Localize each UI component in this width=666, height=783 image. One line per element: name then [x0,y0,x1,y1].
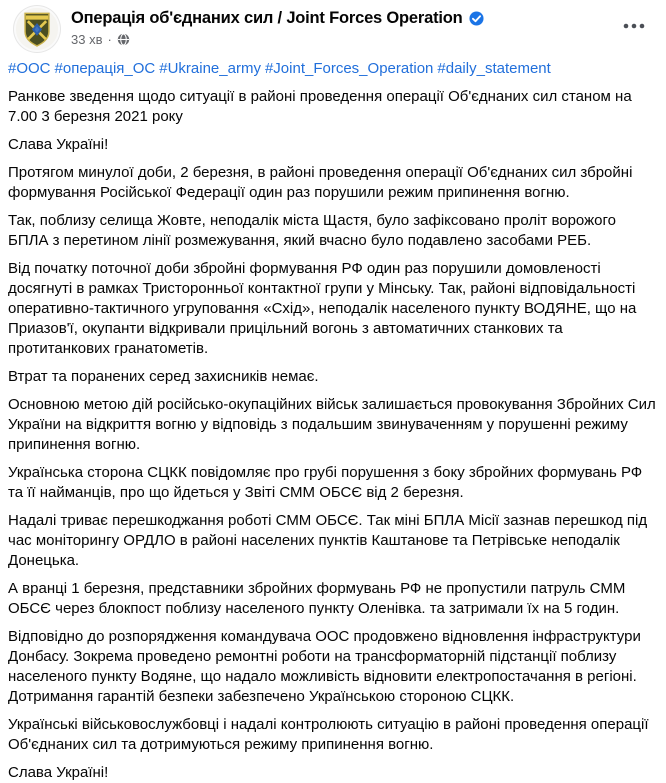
post-paragraph: Відповідно до розпорядження командувача ООС продовжено відновлення інфраструктури Донбасу. Зокрема проведено ремонтні роботи на трансформаторній підстанції поблизу населеного пункту Водяне, що надало можливість відновити електропостачання в регіоні. Дотримання гарантій безпеки забезпечено Українською стороною СЦКК. [8,628,641,705]
page-name-row [71,9,616,28]
post-paragraph: Слава Україні! [8,136,109,153]
post-meta-row [71,32,616,47]
post-paragraph: Втрат та поранених серед захисників немає. [8,368,319,385]
joint-forces-emblem-icon [15,7,59,51]
header-text [71,5,616,47]
post-paragraph: А вранці 1 березня, представники збройних формувань РФ не пропустили патруль СММ ОБСЄ через блокпост поблизу населеного пункту Оленівка. та затримали їх на 5 годин. [8,580,626,617]
post-content [0,55,666,783]
hashtag-link[interactable]: #ООС [8,60,51,77]
post-timestamp[interactable]: 33 хв [71,32,103,47]
avatar[interactable] [13,5,61,53]
hashtag-link[interactable]: #операція_ОС [54,60,156,77]
post-paragraph: Слава Україні! [8,764,109,781]
post-paragraph: Основною метою дій російсько-окупаційних військ залишається провокування Збройних Сил України на відкриття вогню у відповідь з подальшим звинуваченням у порушенні режиму припинення вогню. [8,396,656,453]
separator-dot: · [107,32,112,47]
hashtag-link[interactable]: #Joint_Forces_Operation [264,60,434,77]
hashtag-link[interactable]: #daily_statement [437,60,551,77]
post-paragraph: Надалі триває перешкоджання роботі СММ ОБСЄ. Так міні БПЛА Місії зазнав перешкод під час моніторингу ОРДЛО в районі населених пунктів Каштанове та Петрівське неподалік Донецька. [8,512,648,569]
globe-icon [117,33,130,46]
post-paragraph: Українська сторона СЦКК повідомляє про грубі порушення з боку збройних формувань РФ та її найманців, про що йдеться у Звіті СММ ОБСЄ від 2 березня. [8,464,643,501]
post-paragraph: Від початку поточної доби збройні формування РФ один раз порушили домовленості досягнуті в рамках Тристоронньої контактної групи у Мінську. Так, районі відповідальності оперативно-тактичного угруповання «Схід», неподалік населеного пункту ВОДЯНЕ, що на Приазов'ї, окупанти відкривали прицільний вогонь з автоматичних станкових та протитанкових гранатометів. [8,260,637,357]
post-paragraph: Так, поблизу селища Жовте, неподалік міста Щастя, було зафіксовано проліт ворожого БПЛА з перетином лінії розмежування, який вчасно було подавлено засобами РЕБ. [8,212,616,249]
post-options-button[interactable] [616,7,652,45]
post-paragraph: Протягом минулої доби, 2 березня, в районі проведення операції Об'єднаних сил збройні формування Російської Федерації один раз порушили режим припинення вогню. [8,164,633,201]
hashtag-link[interactable]: #Ukraine_army [159,60,261,77]
post-paragraph: Ранкове зведення щодо ситуації в районі проведення операції Об'єднаних сил станом на 7.00 3 березня 2021 року [8,88,632,125]
post-paragraph: Українські військовослужбовці і надалі контролюють ситуацію в районі проведення операції Об'єднаних сил та дотримуються режиму припинення вогню. [8,716,649,753]
verified-badge-icon [469,11,484,26]
page-name[interactable]: Операція об'єднаних сил / Joint Forces Operation [71,9,463,27]
hashtag-row [8,59,658,79]
ellipsis-icon [622,22,646,30]
post-header [0,0,666,55]
